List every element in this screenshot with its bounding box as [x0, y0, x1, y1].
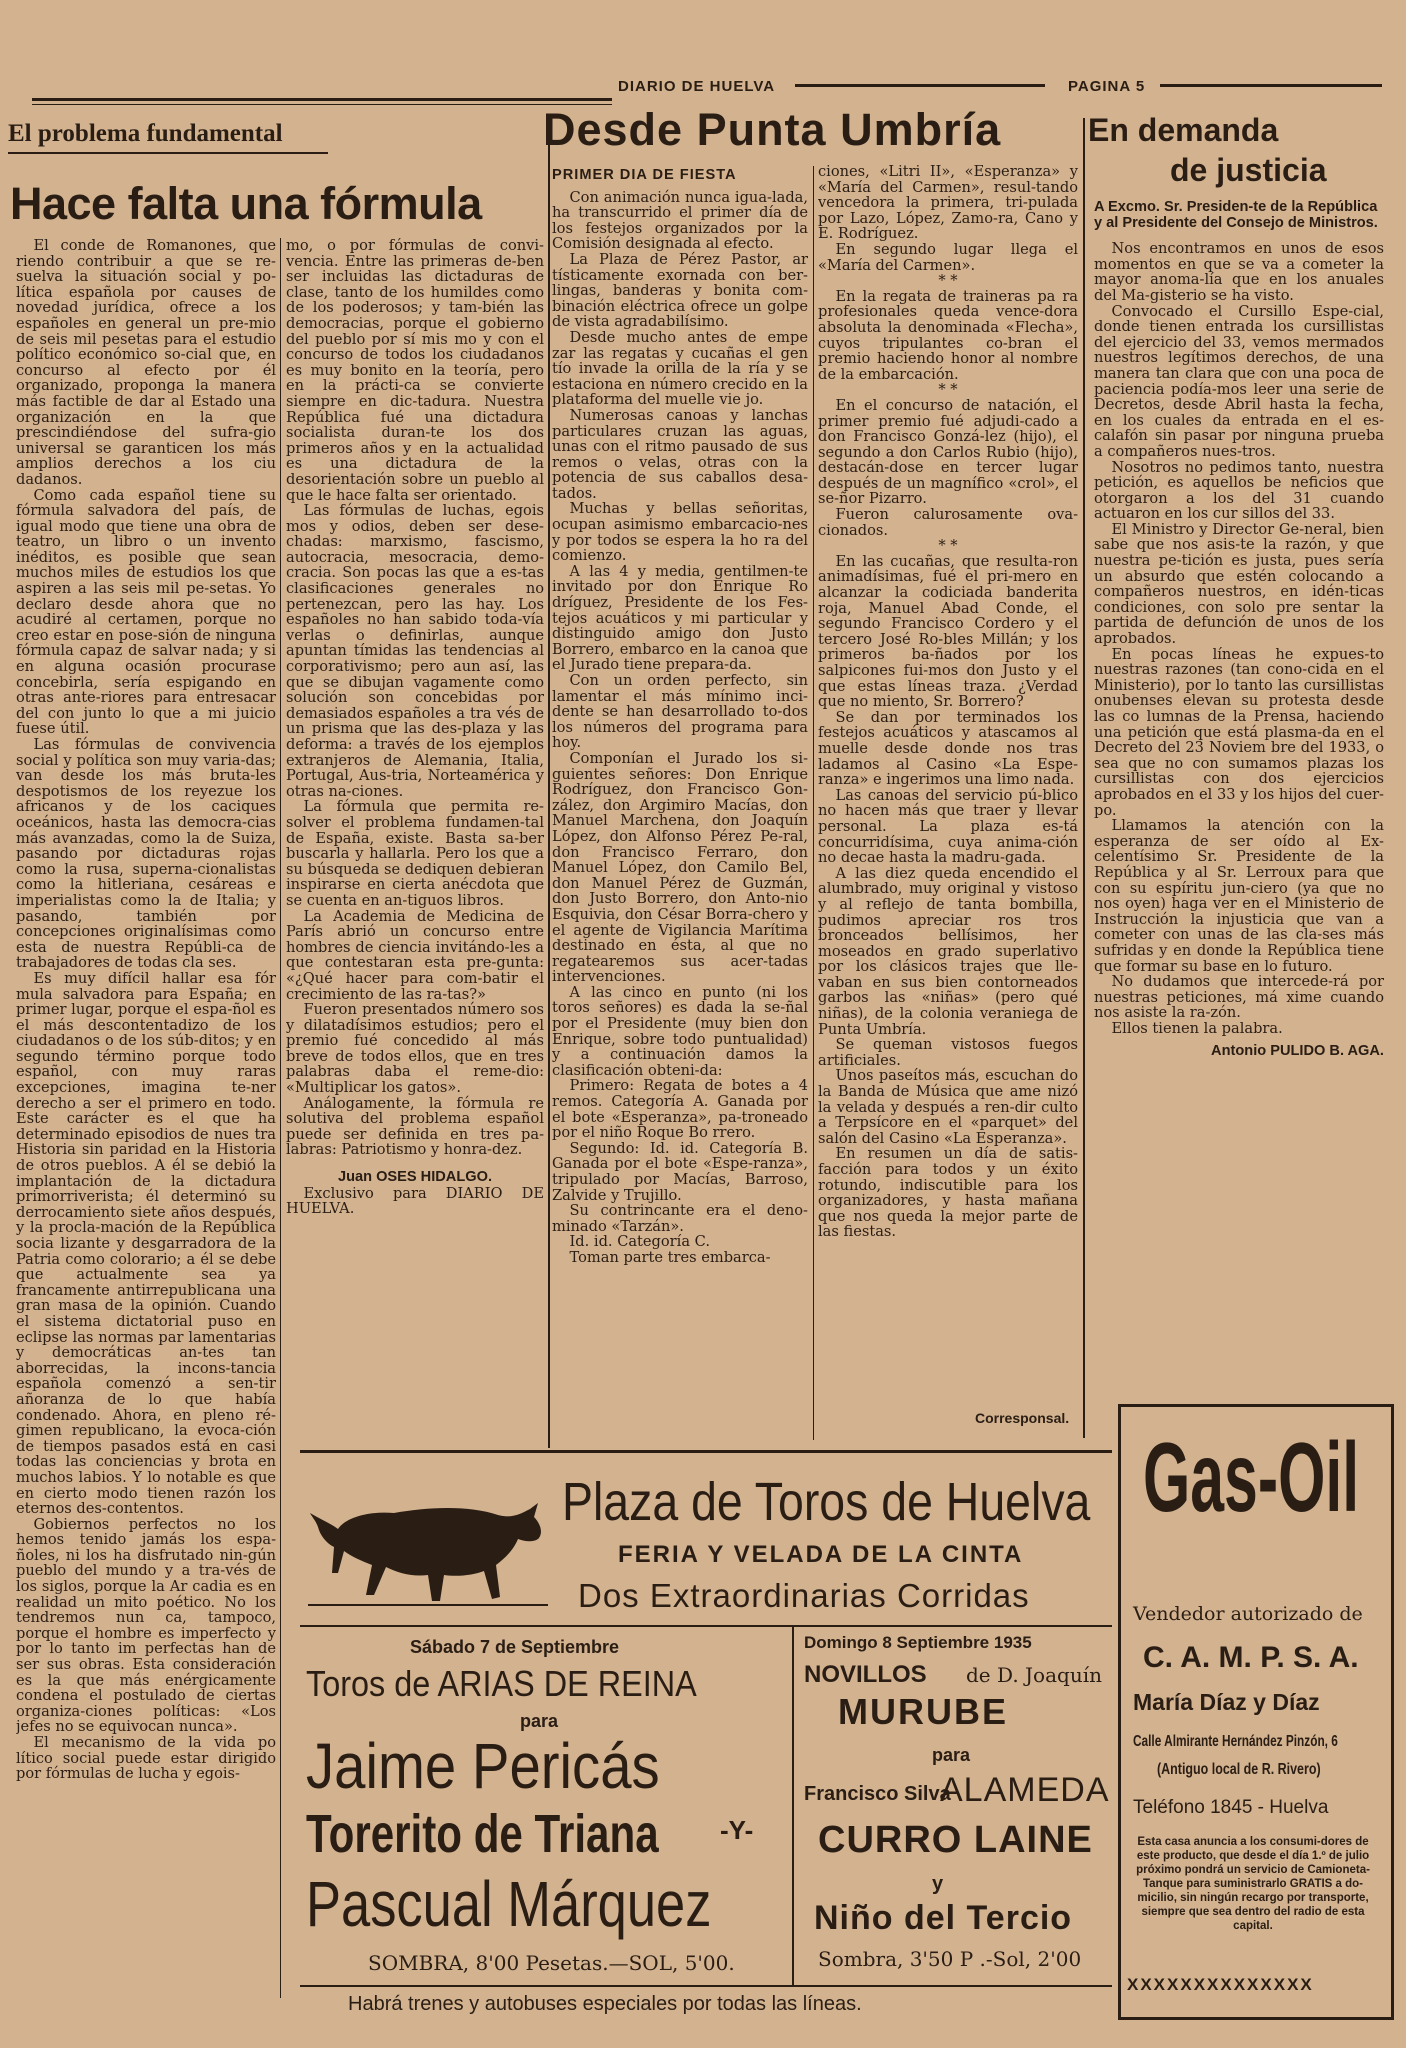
paragraph: Convocado el Cursillo Espe-cial, donde tienen entrada los cursillistas del ejercicio del 33, vemos mermados nuestros legítimos derechos, de una manera tan clara que con una poca de paciencia podía-mos leer una serie de Decretos, desde Abril hasta la fecha, en los cuales da entrada en el es-calafón sin pasar por ninguna prueba a compañeros nues-tros.	[1094, 302, 1384, 460]
ad-divider	[300, 1625, 1112, 1627]
paragraph: La Plaza de Pérez Pastor, ar tísticamente exornada con ber-lingas, banderas y bonita com-binación eléctrica ofrece un golpe de vista agradabilísimo.	[552, 250, 808, 331]
column-divider	[1083, 118, 1085, 1438]
paragraph: El Ministro y Director Ge-neral, bien sabe que nos asis-te la razón, y que nuestra pe-tición es justa, pues sería un absurdo que estén colocando a compañeros nuestros, en idén-ticas condiciones, con solo pre sentar la partida de defunción de unos de los aprobados.	[1094, 520, 1384, 648]
masthead-rule-left	[32, 98, 612, 101]
separator-stars: * *	[938, 381, 958, 399]
bullring-right-date: Domingo 8 Septiembre 1935	[804, 1633, 1032, 1652]
bullring-event: FERIA Y VELADA DE LA CINTA	[618, 1541, 1024, 1568]
bullring-right-prices: Sombra, 3'50 P .-Sol, 2'00	[818, 1947, 1082, 1971]
ad-divider	[792, 1627, 794, 1987]
paragraph: Las fórmulas de luchas, egois mos y odios, deben ser dese-chadas: marxismo, fascismo, autocracia, mesocracia, demo-cracia. Son pocas las que a es-tas clasificaciones generales no pertenezcan, pero las hay. Los españoles no han sabido toda-vía verlas o definirlas, aunque apuntan tímidas las tendencias al corporativismo; pero aun así, las que se dibujan vagamente como solución son concebidas por demasiados españoles a tra vés de un prisma que las des-plaza y las deforma: a través de los ejemplos extranjeros de Alemania, Italia, Portugal, Aus-tria, Norteamérica y otras na-ciones.	[286, 502, 544, 800]
paragraph: Llamamos la atención con la esperanza de ser oído al Ex-celentísimo Sr. Presidente de la República y al Sr. Lerroux para que con su espíritu jun-ciero (ya que no nos oyen) haga ver en el Ministerio de Instrucción la injusticia que van a cometer con unas de las cla-ses más sufridas y en donde la República tiene que formar su base en lo futuro.	[1094, 817, 1384, 975]
paragraph: Numerosas canoas y lanchas particulares cruzan las aguas, unas con el ritmo pausado de sus remos o velas, otras con la potencia de sus caballos desa-tados.	[552, 406, 808, 502]
bullring-right-de: de D. Joaquín	[966, 1663, 1102, 1687]
paragraph: Unos paseítos más, escuchan do la Banda de Música que ame nizó la velada y después a ren-dir culto a Terpsícore en el «parquet» del salón del Casino «La Esperanza».	[818, 1067, 1078, 1147]
paragraph: En la regata de traineras pa ra profesionales queda vence-dora absoluta la denominada «Flecha», cuyos tripulantes co-bran el premio haciendo honor al nombre de la embarcación.	[818, 287, 1078, 383]
paragraph: Primero: Regata de botes a 4 remos. Categoría A. Ganada por el bote «Esperanza», pa-troneado por el niño Roque Bo rrero.	[552, 1077, 808, 1142]
article1-author: Juan OSES HIDALGO.	[337, 1169, 493, 1186]
article3-headline-1: En demanda	[1088, 112, 1279, 148]
paragraph: Componían el Jurado los si-guientes señores: Don Enrique Rodríguez, don Francisco Gon-zález, don Argimiro Macías, don Manuel Marchena, don Joaquín López, don Alfonso Pérez Pe-ral, don Francisco Ferraro, don Manuel López, don Camilo Bel, don Manuel Pérez de Guzmán, don Justo Borrero, don Anto-nio Esquivia, don César Borra-chero y el agente de Vigilancia Marítima destinado en ésta, al que no regatearemos sus acer-tadas intervenciones.	[552, 749, 808, 986]
bullring-title: Plaza de Toros de Huelva	[562, 1472, 1091, 1532]
paragraph: Análogamente, la fórmula re solutiva del problema español puede ser definida en tres pa-labras: Patriotismo y honra-dez.	[286, 1094, 544, 1159]
paragraph: ciones, «Litri II», «Esperanza» y «María del Carmen», resul-tando vencedora la primera, tri-pulada por Lazo, López, Zamo-ra, Cano y E. Rodríguez.	[818, 164, 1078, 243]
paragraph: Su contrincante era el deno-minado «Tarzán».	[552, 1202, 808, 1235]
article2-column-2	[818, 164, 1078, 1424]
article2-sign: Corresponsal.	[975, 1410, 1070, 1426]
bullring-right-para: para	[932, 1745, 971, 1765]
separator-stars: * *	[938, 272, 958, 290]
masthead-rule-left-thin	[32, 104, 612, 105]
paragraph: Fueron calurosamente ova-cionados.	[818, 506, 1078, 539]
gasoil-vendor-line: Vendedor autorizado de	[1133, 1603, 1363, 1625]
paragraph: Con animación nunca igua-lada, ha transcurrido el primer día de los festejos organizados por la Comisión designada al efecto.	[552, 188, 808, 253]
paragraph: A las cinco en punto (ni los toros señores) es dada la se-ñal por el Presidente (muy bien don Enrique, sobre todo puntualidad) y a continuación damos la clasificación obteni-da:	[552, 983, 808, 1079]
paragraph: Con un orden perfecto, sin lamentar el más mínimo inci-dente se han desarrollado to-dos los números del programa para hoy.	[552, 672, 808, 752]
paragraph: Desde mucho antes de empe zar las regatas y cucañas el gen tío invade la orilla de la ría y se estaciona en número crecido en la plataforma del muelle vie jo.	[552, 328, 808, 409]
masthead-rule-right	[795, 84, 1045, 87]
article3-sign: Antonio PULIDO B. AGA.	[1211, 1043, 1384, 1060]
article3-headline-2: de justicia	[1170, 152, 1327, 188]
column-divider	[548, 118, 550, 1448]
paragraph: Fueron presentados número sos y dilatadísimos estudios; pero el premio fué concedido al más breve de todos ellos, que en tres palabras daba el reme-dio: «Multiplicar los gatos».	[286, 1001, 544, 1097]
bullring-left-y: -Y-	[720, 1815, 754, 1845]
kicker-underline	[8, 152, 328, 154]
gasoil-campsa: C. A. M. P. S. A.	[1143, 1641, 1359, 1674]
paragraph: Ellos tienen la palabra.	[1111, 1019, 1283, 1037]
bullring-left-prices: SOMBRA, 8'00 Pesetas.—SOL, 5'00.	[368, 1951, 735, 1975]
bullring-left-date: Sábado 7 de Septiembre	[410, 1637, 620, 1657]
bullring-novillero-3: Niño del Tercio	[814, 1899, 1073, 1937]
paragraph: En segundo lugar llega el «María del Carmen».	[818, 240, 1078, 274]
column-divider	[813, 166, 814, 1440]
paragraph: Muchas y bellas señoritas, ocupan asimismo embarcacio-nes y por todos se espera la ho ra del comienzo.	[552, 500, 808, 565]
paragraph: Como cada español tiene su fórmula salvadora del país, de igual modo que tiene una obra de teatro, un libro o un invento inéditos, es posible que sean muchos miles de estudios los que aspiren a las seis mil pe-setas. Yo declaro desde ahora que no acudiré al certamen, porque no creo estar en pose-sión de ninguna fórmula capaz de salvar nada; y si en alguna ocasión procurase concebirla, sería espigando en otras ante-riores para entresacar del con junto lo que a mi juicio fuese útil.	[16, 486, 276, 738]
paragraph: La Academia de Medicina de París abrió un concurso entre hombres de ciencia invitándo-les a que contestaran esta pre-gunta: «¿Qué hacer para com-batir el crecimiento de las ra-tas?»	[286, 907, 544, 1003]
article1-column-2	[286, 238, 544, 1438]
column-divider	[280, 238, 281, 1998]
article1-column-1	[16, 238, 276, 1998]
article2-headline: Desde Punta Umbría	[543, 104, 1002, 155]
gasoil-border-pattern: XXXXXXXXXXXXXX	[1127, 1975, 1314, 1994]
bullring-matador-3: Pascual Márquez	[306, 1868, 712, 1940]
bullring-subtitle: Dos Extraordinarias Corridas	[578, 1577, 1030, 1614]
bullring-right-novillos: NOVILLOS	[804, 1661, 927, 1688]
bullring-right-breeder: MURUBE	[838, 1691, 1008, 1732]
paragraph: El mecanismo de la vida po lítico social puede estar dirigido por fórmulas de lucha y egois-	[16, 1734, 276, 1783]
paragraph: Se dan por terminados los festejos acuáticos y atascamos al muelle desde donde nos tras ladamos al Casino «La Espe-ranza» e ingerimos una limo nada.	[818, 708, 1078, 789]
article1-kicker: El problema fundamental	[8, 120, 283, 147]
bullring-right-y: y	[932, 1873, 944, 1895]
article1-headline: Hace falta una fórmula	[10, 178, 482, 229]
paragraph: Toman parte tres embarca-	[569, 1248, 771, 1266]
separator-stars: * *	[938, 537, 958, 555]
page-number: PAGINA 5	[1068, 78, 1146, 95]
paragraph: Las fórmulas de convivencia social y política son muy varia-das; van desde los más bruta-les despotismos de los reyezue los africanos y de los caciques oceánicos, hasta las democra-cias más avanzadas, como la de Suiza, pasando por dictaduras rojas como la rusa, superna-cionalistas como la hitleriana, cesáreas e imperialistas como la de Italia; y pasando, también por concepciones originalísimas como esta de nuestra Repúbli-ca de trabajadores de todas cla ses.	[16, 736, 276, 972]
bullring-matador-2: Torerito de Triana	[306, 1804, 659, 1864]
bullring-footer: Habrá trenes y autobuses especiales por todas las líneas.	[348, 1993, 862, 2015]
bull-icon	[308, 1473, 548, 1613]
paragraph: La fórmula que permita re-solver el problema fundamen-tal de España, existe. Basta sa-ber buscarla y hallarla. Pero los que a su búsqueda se dediquen debieran inspirarse en cierta anécdota que se cuenta en an-tiguos libros.	[286, 798, 544, 909]
bullring-novillero-2: CURRO LAINE	[818, 1819, 1093, 1861]
bullring-ad	[300, 1450, 1112, 2023]
bullring-left-bulls: Toros de ARIAS DE REINA	[306, 1663, 697, 1704]
article2-subhead: PRIMER DIA DE FIESTA	[552, 167, 737, 183]
gasoil-vendor-name: María Díaz y Díaz	[1133, 1689, 1320, 1715]
bullring-novillero-1b: ALAMEDA	[940, 1771, 1110, 1809]
ad-divider	[300, 1985, 1112, 1987]
gasoil-phone: Teléfono 1845 - Huelva	[1133, 1797, 1329, 1818]
gasoil-old-address: (Antiguo local de R. Rivero)	[1157, 1761, 1321, 1778]
article2-column-1	[552, 166, 808, 1440]
bullring-novillero-1a: Francisco Silva	[804, 1783, 951, 1805]
article1-exclusive: Exclusivo para DIARIO DE HUELVA.	[286, 1184, 544, 1218]
paragraph: En pocas líneas he expues-to nuestras razones (tan cono-cida en el Ministerio), por lo tanto las cursillistas onubenses elevan su protesta desde las co lumnas de la Prensa, haciendo una petición que está plasma-da en el Decreto del 23 Noviem bre del 1933, o sea que no con sumamos plazas los cursillistas con dos ejercicios aprobados en el 33 y los hijos del cuer-po.	[1094, 645, 1384, 819]
paragraph: Las canoas del servicio pú-blico no hacen más que traer y llevar personal. La plaza es-tá concurridísima, cuya anima-ción no decae hasta la madru-gada.	[818, 786, 1078, 867]
paragraph: Id. id. Categoría C.	[569, 1233, 710, 1251]
gasoil-notice: Esta casa anuncia a los consumi-dores de este producto, que desde el día 1.º de julio próximo pondrá un servicio de Camioneta-Tanque para suministrarlo GRATIS a do-micilio, sin ningún recargo por transporte, siempre que sea dentro del radio de esta capital.	[1136, 1836, 1370, 1932]
paragraph: mo, o por fórmulas de convi-vencia. Entre las primeras de-ben ser incluidas las dictaduras de clase, tanto de los humildes como de los poderosos; y tam-bién las democracias, porque el gobierno del pueblo por sí mis mo y con el concurso de todos los ciudadanos es muy bonito en la teoría, pero en la prácti-ca se convierte siempre en dic-tadura. Nuestra República fué una dictadura socialista duran-te los dos primeros años y en la actualidad es una dictadura de la desorientación sobre un pueblo al que le hace falta ser orientado.	[286, 238, 544, 504]
paragraph: Gobiernos perfectos no los hemos tenido jamás los espa-ñoles, ni los ha disfrutado nin-gún pueblo del mundo y a tra-vés de los siglos, porque la Ar cadia es en realidad un mito poético. No los tendremos nun ca, tampoco, porque el hombre es imperfecto y por lo tanto im perfectas han de ser sus obras. Esta consideración es la que más enérgicamente condena el postulado de ciertas organiza-ciones políticas: «Los jefes no se equivocan nunca».	[16, 1515, 276, 1736]
paragraph: Es muy difícil hallar esa fór mula salvadora para España; en primer lugar, porque el espa-ñol es el más descontentadizo de los ciudadanos o de los súb-ditos; y en segundo término porque todo español, con muy raras excepciones, imagina te-ner derecho a ser el primero en todo. Este carácter es el que ha determinado episodios de nues tra Historia sin paridad en la Historia de otros pueblos. A él se debió la implantación de la dictadura primorriverista; él determinó su derrocamiento siete años después, y la procla-mación de la República socia lizante y desgarradora de la Patria como colorario; a él se debe que actualmente sea ya francamente antirrepublicana una gran masa de la opinión. Cuando el sistema dictatorial puso en eclipse las normas par lamentarias y democráticas an-tes tan aborrecidas, la incons-tancia española comenzó a sen-tir añoranza de lo que había condenado. Ahora, en pleno ré-gimen republicano, la evoca-ción de tiempos pasados está en casi todas las conciencias y brota en muchos labios. Y lo notable es que en cierto modo tienen razón los eternos des-contentos.	[16, 969, 276, 1518]
paragraph: A las diez queda encendido el alumbrado, muy original y vistoso y al reflejo de tanta bombilla, pudimos apreciar ros tros bronceados bellísimos, her moseados en grado superlativo por los clásicos trajes que lle-vaban en sus bien contorneados garbos las «niñas» (pero qué niñas), de la colonia veraniega de Punta Umbría.	[818, 864, 1078, 1038]
paragraph: En las cucañas, que resulta-ron animadísimas, fué el pri-mero en alcanzar la codiciada banderita roja, Manuel Abad Conde, el segundo Francisco Cordero y el tercero José Ro-bles Millán; y los primeros ba-ñados por los salpicones fui-mos don Justo y el que estas líneas traza. ¿Verdad que no miento, Sr. Borrero?	[818, 552, 1078, 711]
gasoil-street: Calle Almirante Hernández Pinzón, 6	[1133, 1733, 1338, 1750]
paragraph: Nos encontramos en unos de esos momentos en que se va a cometer la mayor anoma-lía que en los anuales del Ma-gisterio se ha visto.	[1094, 240, 1384, 304]
paragraph: Segundo: Id. id. Categoría B. Ganada por el bote «Espe-ranza», tripulado por Macías, Barroso, Zalvide y Trujillo.	[552, 1139, 808, 1204]
article3-column	[1094, 198, 1384, 1378]
paragraph: En resumen un día de satis-facción para todos y un éxito rotundo, indiscutible para los organizadores, y hasta mañana que nos queda la mejor parte de las fiestas.	[818, 1145, 1078, 1241]
bullring-left-para: para	[520, 1711, 559, 1731]
paragraph: No dudamos que intercede-rá por nuestras peticiones, má xime cuando nos asiste la ra-zón.	[1094, 973, 1384, 1022]
paragraph: A las 4 y media, gentilmen-te invitado por don Enrique Ro dríguez, Presidente de los Fes-tejos acuáticos y mi particular y distinguido amigo don Justo Borrero, embarco en la canoa que el Jurado tiene prepara-da.	[552, 562, 808, 674]
bullring-matador-1: Jaime Pericás	[306, 1730, 660, 1802]
paragraph: Nosotros no pedimos tanto, nuestra petición, es aquellos be neficios que otorgaron a los del 31 cuando actuaron en los cur sillos del 33.	[1094, 458, 1384, 523]
paragraph: En el concurso de natación, el primer premio fué adjudi-cado a don Francisco Gonzá-lez (hijo), el segundo a don Carlos Rubio (hijo), destacán-dose en tercer lugar después de un magnífico «crol», el se-ñor Pizarro.	[818, 396, 1078, 508]
paragraph: Se queman vistosos fuegos artificiales.	[818, 1036, 1078, 1069]
gasoil-title: Gas-Oil	[1143, 1422, 1360, 1532]
newspaper-name: DIARIO DE HUELVA	[618, 78, 776, 95]
paragraph: El conde de Romanones, que riendo contribuir a que se re-suelva la situación social y po-lítica española por causes de novedad jurídica, ofrece a los españoles en general un pre-mio de seis mil pesetas para el estudio político económico so-cial que, en concurso al efecto por él organizado, proponga la manera más factible de dar al Estado una organización en la que prescindiéndose del sufra-gio universal se garanticen los más amplios derechos a los ciu dadanos.	[16, 238, 276, 488]
masthead-rule-far-right	[1160, 84, 1382, 87]
gasoil-ad	[1118, 1404, 1394, 2020]
article3-address: A Excmo. Sr. Presiden-te de la República y al Presidente del Consejo de Ministros.	[1094, 199, 1378, 231]
